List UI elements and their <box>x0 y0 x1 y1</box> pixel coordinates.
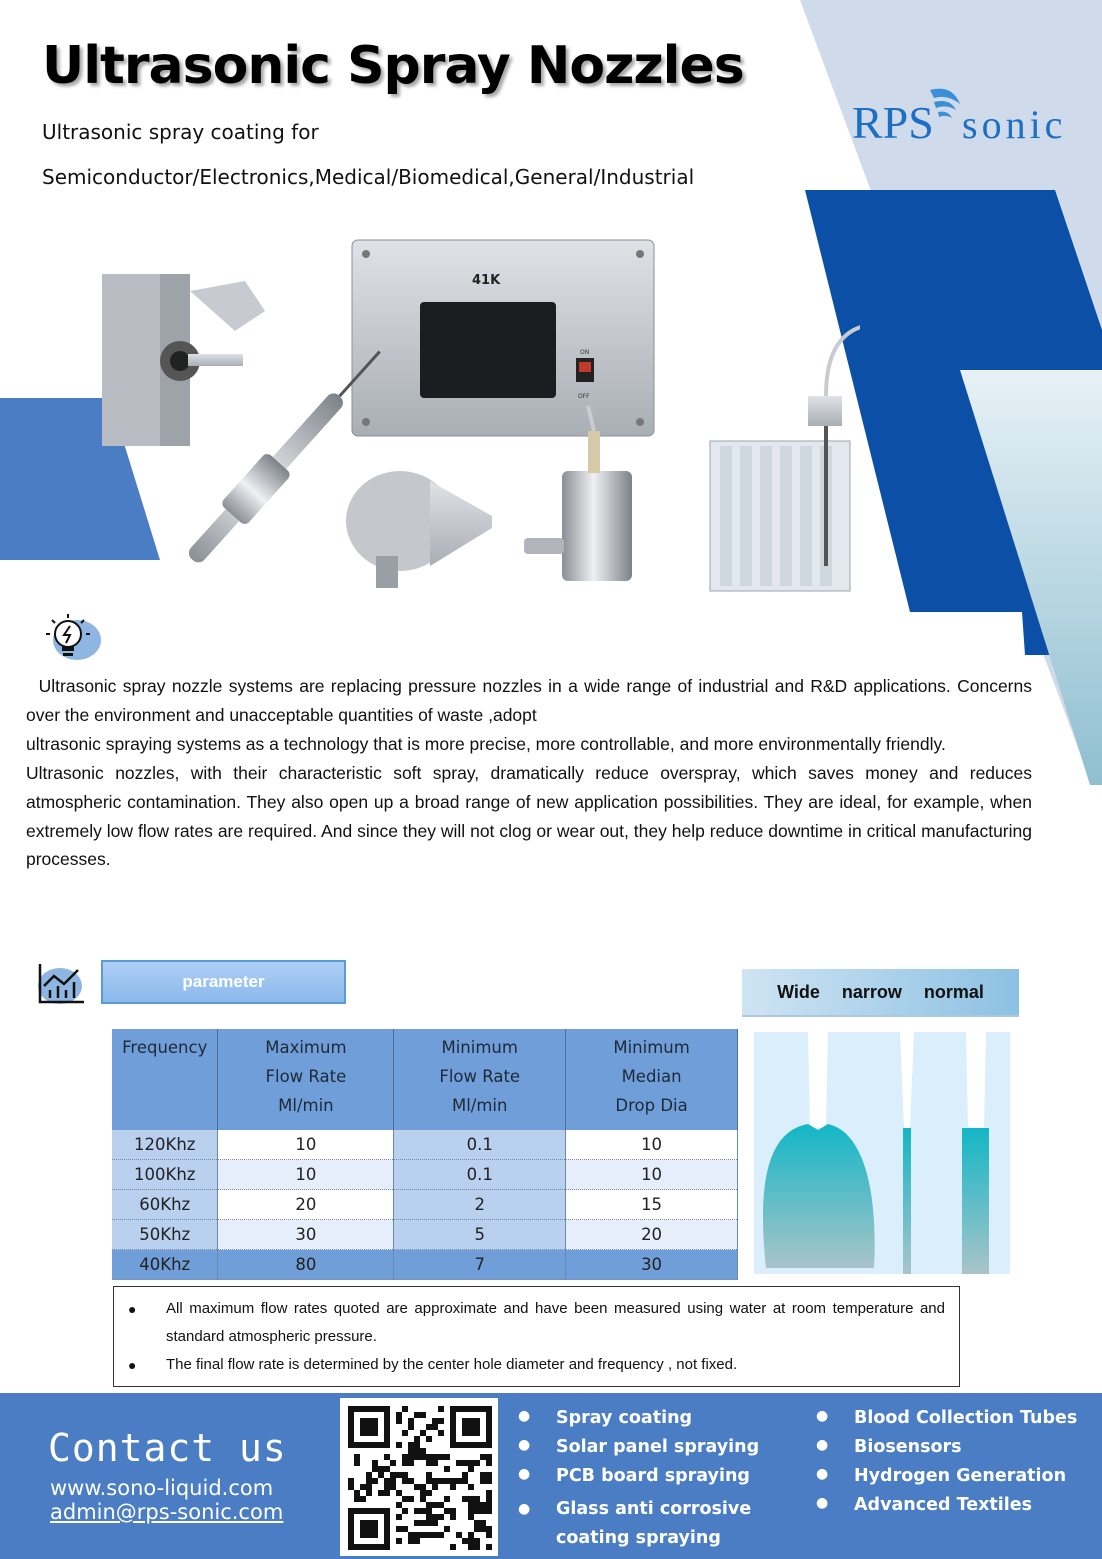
cell-drop-dia: 20 <box>566 1220 738 1250</box>
email-link[interactable]: admin@rps-sonic.com <box>50 1500 284 1524</box>
table-row <box>112 1130 738 1160</box>
cell-frequency: 120Khz <box>112 1130 218 1160</box>
table-header-row <box>112 1029 738 1130</box>
cell-frequency: 50Khz <box>112 1220 218 1250</box>
list-item: ● Solar panel spraying <box>518 1437 760 1457</box>
cell-max-flow: 30 <box>218 1220 394 1250</box>
cell-min-flow: 0.1 <box>394 1160 566 1190</box>
legend-wide: Wide <box>777 981 820 1002</box>
list-item: ● Biosensors <box>816 1437 962 1457</box>
website-link[interactable]: www.sono-liquid.com <box>50 1476 274 1500</box>
brand-logo <box>852 78 1092 158</box>
parameter-tab: parameter <box>101 960 346 1004</box>
spray-pattern-legend <box>742 969 1019 1017</box>
table-row <box>112 1220 738 1250</box>
product-photos <box>100 236 860 596</box>
qr-code-icon <box>340 1398 498 1556</box>
description-paragraph-2: ultrasonic spraying systems as a technology that is more precise, more controllable, and more environmentally friendly. <box>26 733 946 754</box>
bullet-icon: ● <box>816 1466 829 1482</box>
bullet-icon: ● <box>816 1495 829 1511</box>
cell-max-flow: 10 <box>218 1160 394 1190</box>
header-drop-dia: Minimum Median Drop Dia <box>566 1029 738 1130</box>
cell-max-flow: 20 <box>218 1190 394 1220</box>
description-paragraph-1: Ultrasonic spray nozzle systems are replacing pressure nozzles in a wide range of industrial and R&D applications. Concerns over the environment and unacceptable quantities of waste ,adopt <box>26 676 1032 725</box>
list-item: ● Glass anti corrosive coating spraying <box>518 1495 808 1553</box>
parameter-table <box>112 1029 738 1280</box>
chart-icon <box>36 962 86 1006</box>
tube-rack-photo <box>710 326 860 591</box>
note-item: ● The final flow rate is determined by the center hole diameter and frequency , not fixed. <box>128 1351 945 1379</box>
cell-frequency: 60Khz <box>112 1190 218 1220</box>
lightbulb-icon <box>44 612 102 664</box>
cell-drop-dia: 10 <box>566 1130 738 1160</box>
cell-drop-dia: 10 <box>566 1160 738 1190</box>
list-item: ● Blood Collection Tubes <box>816 1408 1078 1428</box>
cell-frequency: 40Khz <box>112 1250 218 1280</box>
logo-text-sonic: sonic <box>962 102 1067 147</box>
list-item: ● Spray coating <box>518 1408 693 1428</box>
cell-min-flow: 7 <box>394 1250 566 1280</box>
cell-max-flow: 10 <box>218 1130 394 1160</box>
contact-title: Contact us <box>48 1426 287 1470</box>
list-item: ● Advanced Textiles <box>816 1495 1033 1515</box>
notes-box <box>113 1286 960 1387</box>
subtitle-line-1: Ultrasonic spray coating for <box>42 120 319 144</box>
cell-max-flow: 80 <box>218 1250 394 1280</box>
spray-pattern-illustration <box>754 1032 1010 1274</box>
header-frequency: Frequency <box>112 1029 218 1130</box>
header-max-flow: Maximum Flow Rate Ml/min <box>218 1029 394 1130</box>
legend-normal: normal <box>923 981 984 1002</box>
page-title: Ultrasonic Spray Nozzles <box>42 36 744 96</box>
generator-label: 41K <box>472 273 501 288</box>
legend-narrow: narrow <box>841 981 902 1002</box>
table-row <box>112 1160 738 1190</box>
cell-drop-dia: 15 <box>566 1190 738 1220</box>
description-text <box>26 672 1032 874</box>
cell-frequency: 100Khz <box>112 1160 218 1190</box>
header-min-flow: Minimum Flow Rate Ml/min <box>394 1029 566 1130</box>
bullet-icon: ● <box>518 1501 531 1517</box>
bullet-icon: ● <box>518 1437 531 1453</box>
description-paragraph-3: Ultrasonic nozzles, with their characteristic soft spray, dramatically reduce overspray, which saves money and reduces atmospheric contamination. They also open up a broad range of new application possibilities. They are ideal, for example, when extremely low flow rates are required. And since they will not clog or wear out, they help reduce downtime in critical manufacturing processes. <box>26 762 1032 870</box>
logo-text-rps: RPS <box>852 97 934 148</box>
note-item: ● All maximum flow rates quoted are approximate and have been measured using water at room temperature and standard atmospheric pressure. <box>128 1295 945 1351</box>
cell-min-flow: 0.1 <box>394 1130 566 1160</box>
bullet-icon: ● <box>518 1466 531 1482</box>
list-item: ● PCB board spraying <box>518 1466 750 1486</box>
cell-min-flow: 5 <box>394 1220 566 1250</box>
bullet-icon: ● <box>128 1301 137 1317</box>
cell-min-flow: 2 <box>394 1190 566 1220</box>
list-item: ● Hydrogen Generation <box>816 1466 1067 1486</box>
cell-drop-dia: 30 <box>566 1250 738 1280</box>
bullet-icon: ● <box>128 1357 137 1373</box>
generator-photo <box>352 240 654 436</box>
bullet-icon: ● <box>816 1437 829 1453</box>
switch-on-label: ON <box>580 349 590 356</box>
table-row <box>112 1190 738 1220</box>
switch-off-label: OFF <box>578 393 590 400</box>
bullet-icon: ● <box>518 1408 531 1424</box>
mounted-nozzle-photo <box>102 274 265 446</box>
conical-nozzle-photo <box>346 471 492 588</box>
subtitle-line-2: Semiconductor/Electronics,Medical/Biomedical,General/Industrial <box>42 165 695 189</box>
table-row <box>112 1250 738 1280</box>
bullet-icon: ● <box>816 1408 829 1424</box>
